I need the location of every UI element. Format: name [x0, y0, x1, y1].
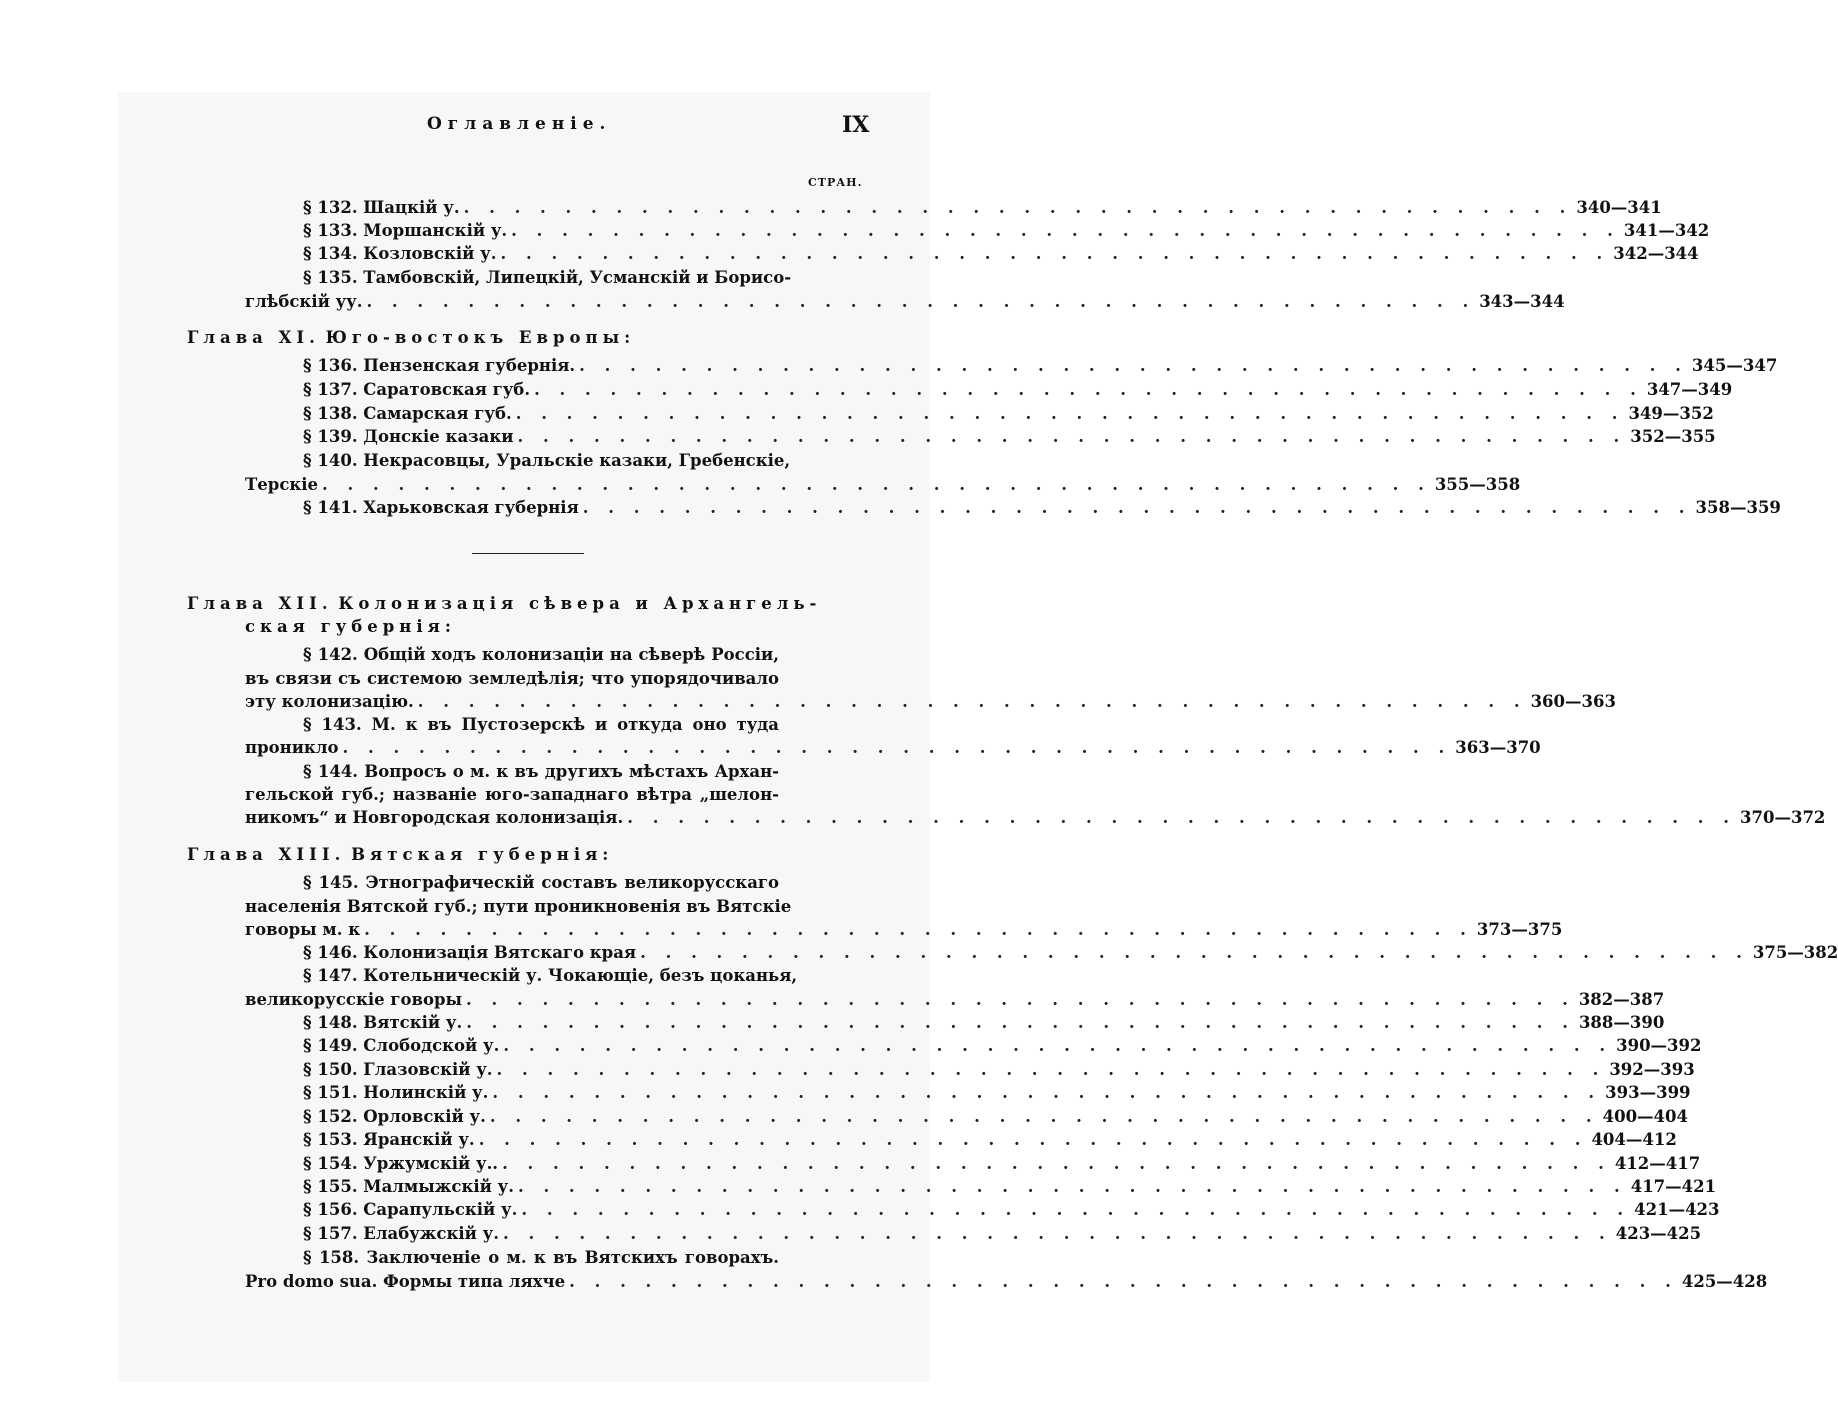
- page-header: [0, 114, 1000, 144]
- toc-entry-title: Pro domo sua. Формы типа ляхче: [245, 1272, 566, 1291]
- dot-leader: . . . . . . . . . . . . . . . . . . . . . . . . . . . . . . . . . . . . . . . . . . . .: [503, 1036, 1613, 1055]
- section-divider: [472, 553, 584, 554]
- toc-entry-title: никомъ“ и Новгородская колонизація.: [245, 808, 624, 827]
- toc-entry-pages: 373—375: [1476, 920, 1563, 939]
- dot-leader: . . . . . . . . . . . . . . . . . . . . . . . . . . . . . . . . . . . . . . . . . . . .: [478, 1130, 1588, 1149]
- toc-entry-title: глѣбскій уу.: [245, 292, 363, 311]
- toc-entry-pages: 352—355: [1630, 427, 1716, 446]
- toc-entry-pages: 370—372: [1740, 808, 1826, 827]
- toc-entry: [245, 1154, 1701, 1178]
- toc-entry-text: § 140. Некрасовцы, Уральскіе казаки, Гребенскіе,: [303, 451, 791, 470]
- toc-entry-pages: 358—359: [1695, 498, 1781, 517]
- chapter-heading: [187, 845, 867, 869]
- dot-leader: . . . . . . . . . . . . . . . . . . . . . . . . . . . . . . . . . . . . . . . . . . . .: [466, 1013, 1575, 1032]
- dot-leader: . . . . . . . . . . . . . . . . . . . . . . . . . . . . . . . . . . . . . . . . . . . .: [463, 198, 1573, 217]
- toc-entry-title: § 154. Уржумскій у..: [303, 1154, 499, 1173]
- toc-entry: [245, 475, 1521, 499]
- toc-entry-pages: 390—392: [1616, 1036, 1702, 1055]
- toc-entry-title: великорусскіе говоры: [245, 990, 463, 1009]
- toc-entry-title: § 151. Нолинскій у.: [303, 1083, 489, 1102]
- chapter-heading: [187, 594, 867, 618]
- toc-entry-pages: 363—370: [1455, 738, 1541, 757]
- chapter-title-continued: ская губернія:: [245, 617, 456, 636]
- toc-entry-pages: 425—428: [1681, 1272, 1768, 1291]
- toc-entry-pages: 393—399: [1605, 1083, 1691, 1102]
- toc-entry: [245, 1130, 1677, 1154]
- toc-entry: [245, 1224, 1702, 1248]
- toc-entry-text: гельской губ.; названіе юго-западнаго вѣтра „шелон-: [245, 785, 779, 804]
- toc-entry-title: § 138. Самарская губ.: [303, 404, 512, 423]
- dot-leader: . . . . . . . . . . . . . . . . . . . . . . . . . . . . . . . . . . . . . . . . . . . .: [517, 427, 1627, 446]
- toc-entry-text: § 145. Этнографическій составъ великорусскаго: [303, 873, 779, 892]
- chapter-prefix: Глава XIII.: [187, 845, 346, 864]
- toc-entry: [245, 356, 1778, 380]
- toc-entry: [245, 244, 1699, 268]
- toc-entry-pages: 412—417: [1614, 1154, 1701, 1173]
- dot-leader: . . . . . . . . . . . . . . . . . . . . . . . . . . . . . . . . . . . . . . . . . . . .: [517, 1177, 1627, 1196]
- toc-entry: [245, 920, 1563, 944]
- toc-entry-title: § 134. Козловскій у.: [303, 244, 497, 263]
- toc-entry-text: § 147. Котельническій у. Чокающіе, безъ цоканья,: [303, 966, 798, 985]
- toc-entry-title: § 155. Малмыжскій у.: [303, 1177, 514, 1196]
- toc-entry-title: § 132. Шацкій у.: [303, 198, 460, 217]
- dot-leader: . . . . . . . . . . . . . . . . . . . . . . . . . . . . . . . . . . . . . . . . . . . .: [322, 475, 1431, 494]
- chapter-title: Колонизація сѣвера и Архангель-: [338, 594, 822, 613]
- toc-entry-title: § 157. Елабужскій у.: [303, 1224, 499, 1243]
- dot-leader: . . . . . . . . . . . . . . . . . . . . . . . . . . . . . . . . . . . . . . . . . . . .: [521, 1200, 1631, 1219]
- dot-leader: . . . . . . . . . . . . . . . . . . . . . . . . . . . . . . . . . . . . . . . . . . . .: [496, 1060, 1606, 1079]
- toc-entry-title: § 152. Орловскій у.: [303, 1107, 486, 1126]
- dot-leader: . . . . . . . . . . . . . . . . . . . . . . . . . . . . . . . . . . . . . . . . . . . .: [466, 990, 1575, 1009]
- toc-entry-title: § 153. Яранскій у.: [303, 1130, 475, 1149]
- dot-leader: . . . . . . . . . . . . . . . . . . . . . . . . . . . . . . . . . . . . . . . . . . . .: [534, 380, 1643, 399]
- toc-entry-pages: 400—404: [1602, 1107, 1688, 1126]
- toc-entry-pages: 388—390: [1578, 1013, 1665, 1032]
- chapter-title: Юго-востокъ Европы:: [325, 328, 636, 347]
- toc-entry: [245, 1036, 1702, 1060]
- toc-entry-pages: 375—382: [1752, 943, 1838, 962]
- chapter-heading: [187, 328, 867, 352]
- toc-entry-pages: 347—349: [1646, 380, 1733, 399]
- toc-entry: [245, 198, 1662, 222]
- dot-leader: . . . . . . . . . . . . . . . . . . . . . . . . . . . . . . . . . . . . . . . . . . . .: [500, 244, 1610, 263]
- toc-entry: [245, 292, 1565, 316]
- dot-leader: . . . . . . . . . . . . . . . . . . . . . . . . . . . . . . . . . . . . . . . . . . . .: [502, 1154, 1611, 1173]
- dot-leader: . . . . . . . . . . . . . . . . . . . . . . . . . . . . . . . . . . . . . . . . . . . .: [627, 808, 1737, 827]
- toc-entry: [245, 380, 1733, 404]
- toc-entry: [245, 692, 1616, 716]
- toc-entry: [245, 498, 1781, 522]
- dot-leader: . . . . . . . . . . . . . . . . . . . . . . . . . . . . . . . . . . . . . . . . . . . .: [366, 292, 1476, 311]
- toc-entry-title: § 148. Вятскій у.: [303, 1013, 463, 1032]
- toc-entry: [245, 1177, 1717, 1201]
- toc-entry-title: проникло: [245, 738, 339, 757]
- toc-entry-text: населенія Вятской губ.; пути проникновенія въ Вятскіе: [245, 897, 792, 916]
- dot-leader: . . . . . . . . . . . . . . . . . . . . . . . . . . . . . . . . . . . . . . . . . . . .: [492, 1083, 1602, 1102]
- toc-entry: [245, 1200, 1720, 1224]
- toc-entry-pages: 342—344: [1613, 244, 1699, 263]
- toc-entry: [245, 1107, 1688, 1131]
- toc-entry-pages: 417—421: [1630, 1177, 1717, 1196]
- dot-leader: . . . . . . . . . . . . . . . . . . . . . . . . . . . . . . . . . . . . . . . . . . . .: [569, 1272, 1678, 1291]
- toc-entry-title: § 146. Колонизація Вятскаго края: [303, 943, 637, 962]
- dot-leader: . . . . . . . . . . . . . . . . . . . . . . . . . . . . . . . . . . . . . . . . . . . .: [342, 738, 1452, 757]
- page-number: IX: [842, 112, 870, 138]
- toc-entry-text: § 142. Общій ходъ колонизаціи на сѣверѣ Россіи,: [303, 645, 779, 664]
- toc-entry-pages: 340—341: [1576, 198, 1662, 217]
- toc-entry: [245, 1272, 1768, 1296]
- toc-entry-text: § 158. Заключеніе о м. к въ Вятскихъ говорахъ.: [303, 1248, 779, 1267]
- toc-entry-title: § 136. Пензенская губернія.: [303, 356, 576, 375]
- pages-column-label: СТРАН.: [808, 176, 863, 189]
- toc-entry: [245, 427, 1716, 451]
- toc-entry-pages: 360—363: [1530, 692, 1616, 711]
- toc-entry-pages: 345—347: [1691, 356, 1778, 375]
- dot-leader: . . . . . . . . . . . . . . . . . . . . . . . . . . . . . . . . . . . . . . . . . . . .: [417, 692, 1527, 711]
- toc-entry-pages: 404—412: [1591, 1130, 1677, 1149]
- dot-leader: . . . . . . . . . . . . . . . . . . . . . . . . . . . . . . . . . . . . . . . . . . . .: [364, 920, 1473, 939]
- dot-leader: . . . . . . . . . . . . . . . . . . . . . . . . . . . . . . . . . . . . . . . . . . . .: [489, 1107, 1599, 1126]
- toc-entry-title: § 137. Саратовская губ.: [303, 380, 531, 399]
- dot-leader: . . . . . . . . . . . . . . . . . . . . . . . . . . . . . . . . . . . . . . . . . . . .: [579, 356, 1688, 375]
- toc-entry: [245, 990, 1665, 1014]
- toc-entry-pages: 382—387: [1578, 990, 1665, 1009]
- toc-entry: [245, 1060, 1695, 1084]
- toc-entry: [245, 404, 1714, 428]
- toc-entry-pages: 349—352: [1628, 404, 1714, 423]
- dot-leader: . . . . . . . . . . . . . . . . . . . . . . . . . . . . . . . . . . . . . . . . . . . .: [515, 404, 1625, 423]
- toc-entry-text: § 143. М. к въ Пустозерскѣ и откуда оно туда: [303, 715, 779, 734]
- toc-entry-pages: 341—342: [1623, 221, 1710, 240]
- toc-entry: [245, 808, 1826, 832]
- toc-entry: [245, 1083, 1691, 1107]
- dot-leader: . . . . . . . . . . . . . . . . . . . . . . . . . . . . . . . . . . . . . . . . . . . .: [582, 498, 1692, 517]
- toc-entry-title: Терскіе: [245, 475, 319, 494]
- dot-leader: . . . . . . . . . . . . . . . . . . . . . . . . . . . . . . . . . . . . . . . . . . . .: [511, 221, 1620, 240]
- toc-entry-pages: 423—425: [1615, 1224, 1702, 1243]
- toc-entry-pages: 355—358: [1434, 475, 1521, 494]
- toc-entry-text: въ связи съ системою земледѣлія; что упорядочивало: [245, 669, 779, 688]
- toc-entry-text: § 144. Вопросъ о м. к въ другихъ мѣстахъ Архан-: [303, 762, 779, 781]
- chapter-title: Вятская губернія:: [351, 845, 614, 864]
- toc-entry-title: § 133. Моршанскій у.: [303, 221, 508, 240]
- chapter-prefix: Глава XI.: [187, 328, 320, 347]
- toc-entry-title: говоры м. к: [245, 920, 361, 939]
- toc-entry-title: § 149. Слободской у.: [303, 1036, 500, 1055]
- chapter-prefix: Глава XII.: [187, 594, 333, 613]
- toc-entry: [245, 1013, 1665, 1037]
- toc-entry-pages: 343—344: [1479, 292, 1565, 311]
- toc-entry-title: § 150. Глазовскій у.: [303, 1060, 493, 1079]
- toc-entry-title: § 139. Донскіе казаки: [303, 427, 514, 446]
- toc-entry-title: эту колонизацію.: [245, 692, 414, 711]
- toc-entry-text: § 135. Тамбовскій, Липецкій, Усманскій и Борисо-: [303, 268, 792, 287]
- toc-entry-title: § 156. Сарапульскій у.: [303, 1200, 518, 1219]
- toc-entry-pages: 392—393: [1609, 1060, 1695, 1079]
- page-title: Оглавленіе.: [427, 114, 612, 134]
- dot-leader: . . . . . . . . . . . . . . . . . . . . . . . . . . . . . . . . . . . . . . . . . . . .: [502, 1224, 1612, 1243]
- dot-leader: . . . . . . . . . . . . . . . . . . . . . . . . . . . . . . . . . . . . . . . . . . . .: [640, 943, 1749, 962]
- toc-entry: [245, 943, 1838, 967]
- toc-entry-title: § 141. Харьковская губернія: [303, 498, 579, 517]
- toc-entry-pages: 421—423: [1634, 1200, 1720, 1219]
- toc-entry: [245, 738, 1541, 762]
- toc-entry: [245, 221, 1710, 245]
